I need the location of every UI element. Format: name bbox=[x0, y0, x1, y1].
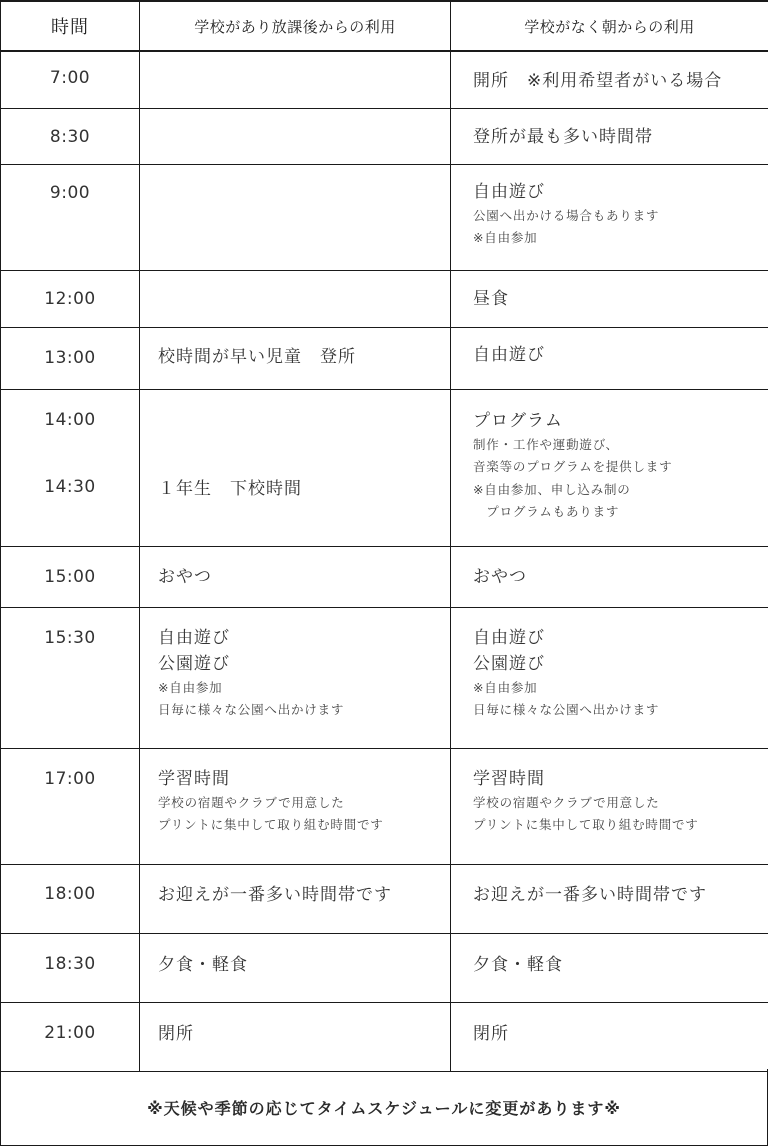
no-school-note: ※自由参加 bbox=[473, 230, 538, 245]
after-school-note: 学校の宿題やクラブで用意した bbox=[158, 794, 345, 810]
after-school-text: 夕食・軽食 bbox=[158, 954, 248, 975]
no-school-note: プリントに集中して取り組む時間です bbox=[473, 817, 699, 832]
table-row bbox=[1, 51, 768, 108]
after-school-cell bbox=[140, 864, 451, 933]
after-school-text: 公園遊び bbox=[158, 653, 230, 674]
time-cell bbox=[1, 389, 140, 546]
no-school-text: 登所が最も多い時間帯 bbox=[473, 126, 653, 147]
after-school-cell bbox=[140, 1002, 451, 1071]
header-row bbox=[1, 1, 768, 51]
table-row bbox=[1, 389, 768, 546]
time-label: 15:30 bbox=[44, 627, 96, 648]
time-label: 15:00 bbox=[44, 566, 96, 587]
no-school-note: プログラムもあります bbox=[473, 504, 620, 519]
no-school-note: 公園へ出かける場合もあります bbox=[473, 207, 660, 223]
after-school-cell bbox=[140, 546, 451, 607]
no-school-text: 公園遊び bbox=[473, 653, 545, 674]
after-school-cell bbox=[140, 389, 451, 546]
time-cell bbox=[1, 546, 140, 607]
no-school-text: お迎えが一番多い時間帯です bbox=[473, 884, 707, 905]
no-school-cell bbox=[451, 1002, 768, 1071]
table-row bbox=[1, 748, 768, 864]
no-school-cell bbox=[451, 933, 768, 1002]
time-cell bbox=[1, 327, 140, 389]
after-school-note: プリントに集中して取り組む時間です bbox=[158, 817, 384, 832]
no-school-cell bbox=[451, 864, 768, 933]
after-school-text: 自由遊び bbox=[158, 627, 230, 648]
after-school-text: お迎えが一番多い時間帯です bbox=[158, 884, 392, 905]
no-school-cell bbox=[451, 546, 768, 607]
no-school-cell bbox=[451, 748, 768, 864]
time-cell bbox=[1, 748, 140, 864]
table-row bbox=[1, 108, 768, 164]
no-school-text: 学習時間 bbox=[473, 768, 545, 789]
time-label: 21:00 bbox=[44, 1022, 96, 1043]
table-row bbox=[1, 164, 768, 270]
no-school-cell bbox=[451, 607, 768, 748]
after-school-text: 校時間が早い児童 登所 bbox=[158, 346, 356, 367]
table-row bbox=[1, 933, 768, 1002]
no-school-cell bbox=[451, 108, 768, 164]
after-school-text: おやつ bbox=[158, 566, 212, 587]
time-cell bbox=[1, 51, 140, 108]
time-label: 9:00 bbox=[49, 182, 91, 203]
no-school-text: 閉所 bbox=[473, 1023, 509, 1044]
schedule-change-note: ※天候や季節の応じてタイムスケジュールに変更があります※ bbox=[0, 1069, 768, 1146]
time-label: 18:30 bbox=[44, 953, 96, 974]
table-row bbox=[1, 546, 768, 607]
table-row bbox=[1, 607, 768, 748]
after-school-cell bbox=[140, 164, 451, 270]
after-school-note: ※自由参加 bbox=[158, 679, 223, 695]
no-school-note: 制作・工作や運動遊び、 bbox=[473, 436, 619, 452]
time-cell bbox=[1, 108, 140, 164]
table-row bbox=[1, 327, 768, 389]
no-school-text: 夕食・軽食 bbox=[473, 954, 563, 975]
no-school-note: ※自由参加、申し込み制の bbox=[473, 481, 631, 497]
no-school-note: 音楽等のプログラムを提供します bbox=[473, 459, 673, 474]
header-after-school: 学校があり放課後からの利用 bbox=[140, 1, 451, 51]
time-label: 7:00 bbox=[49, 68, 91, 88]
no-school-cell bbox=[451, 389, 768, 546]
time-cell bbox=[1, 164, 140, 270]
table-row bbox=[1, 1002, 768, 1071]
table-row bbox=[1, 270, 768, 327]
time-label: 14:00 bbox=[44, 409, 96, 430]
no-school-note: ※自由参加 bbox=[473, 679, 538, 695]
no-school-cell bbox=[451, 164, 768, 270]
no-school-cell bbox=[451, 51, 768, 108]
after-school-cell bbox=[140, 327, 451, 389]
time-label: 14:30 bbox=[44, 476, 96, 497]
no-school-text: 開所 ※利用希望者がいる場合 bbox=[473, 71, 723, 91]
time-label: 17:00 bbox=[44, 768, 96, 789]
no-school-cell bbox=[451, 270, 768, 327]
no-school-text: 自由遊び bbox=[473, 627, 545, 648]
no-school-text: 自由遊び bbox=[473, 181, 545, 202]
time-cell bbox=[1, 270, 140, 327]
no-school-note: 日毎に様々な公園へ出かけます bbox=[473, 702, 660, 717]
no-school-note: 学校の宿題やクラブで用意した bbox=[473, 794, 660, 810]
no-school-text: プログラム bbox=[473, 410, 563, 431]
time-label: 8:30 bbox=[49, 126, 91, 147]
no-school-text: 自由遊び bbox=[473, 344, 545, 365]
after-school-cell bbox=[140, 51, 451, 108]
time-label: 18:00 bbox=[44, 883, 96, 904]
after-school-cell bbox=[140, 607, 451, 748]
after-school-text: 閉所 bbox=[158, 1023, 194, 1044]
after-school-text: １年生 下校時間 bbox=[158, 478, 302, 499]
time-label: 12:00 bbox=[44, 288, 96, 309]
after-school-cell bbox=[140, 270, 451, 327]
time-cell bbox=[1, 607, 140, 748]
time-cell bbox=[1, 1002, 140, 1071]
header-time: 時間 bbox=[1, 1, 140, 51]
header-no-school: 学校がなく朝からの利用 bbox=[451, 1, 768, 51]
no-school-cell bbox=[451, 327, 768, 389]
no-school-text: 昼食 bbox=[473, 288, 509, 309]
after-school-cell bbox=[140, 108, 451, 164]
after-school-cell bbox=[140, 748, 451, 864]
time-cell bbox=[1, 933, 140, 1002]
after-school-note: 日毎に様々な公園へ出かけます bbox=[158, 702, 345, 717]
after-school-cell bbox=[140, 933, 451, 1002]
time-cell bbox=[1, 864, 140, 933]
no-school-text: おやつ bbox=[473, 566, 527, 587]
after-school-text: 学習時間 bbox=[158, 768, 230, 789]
time-label: 13:00 bbox=[44, 347, 96, 368]
table-row bbox=[1, 864, 768, 933]
